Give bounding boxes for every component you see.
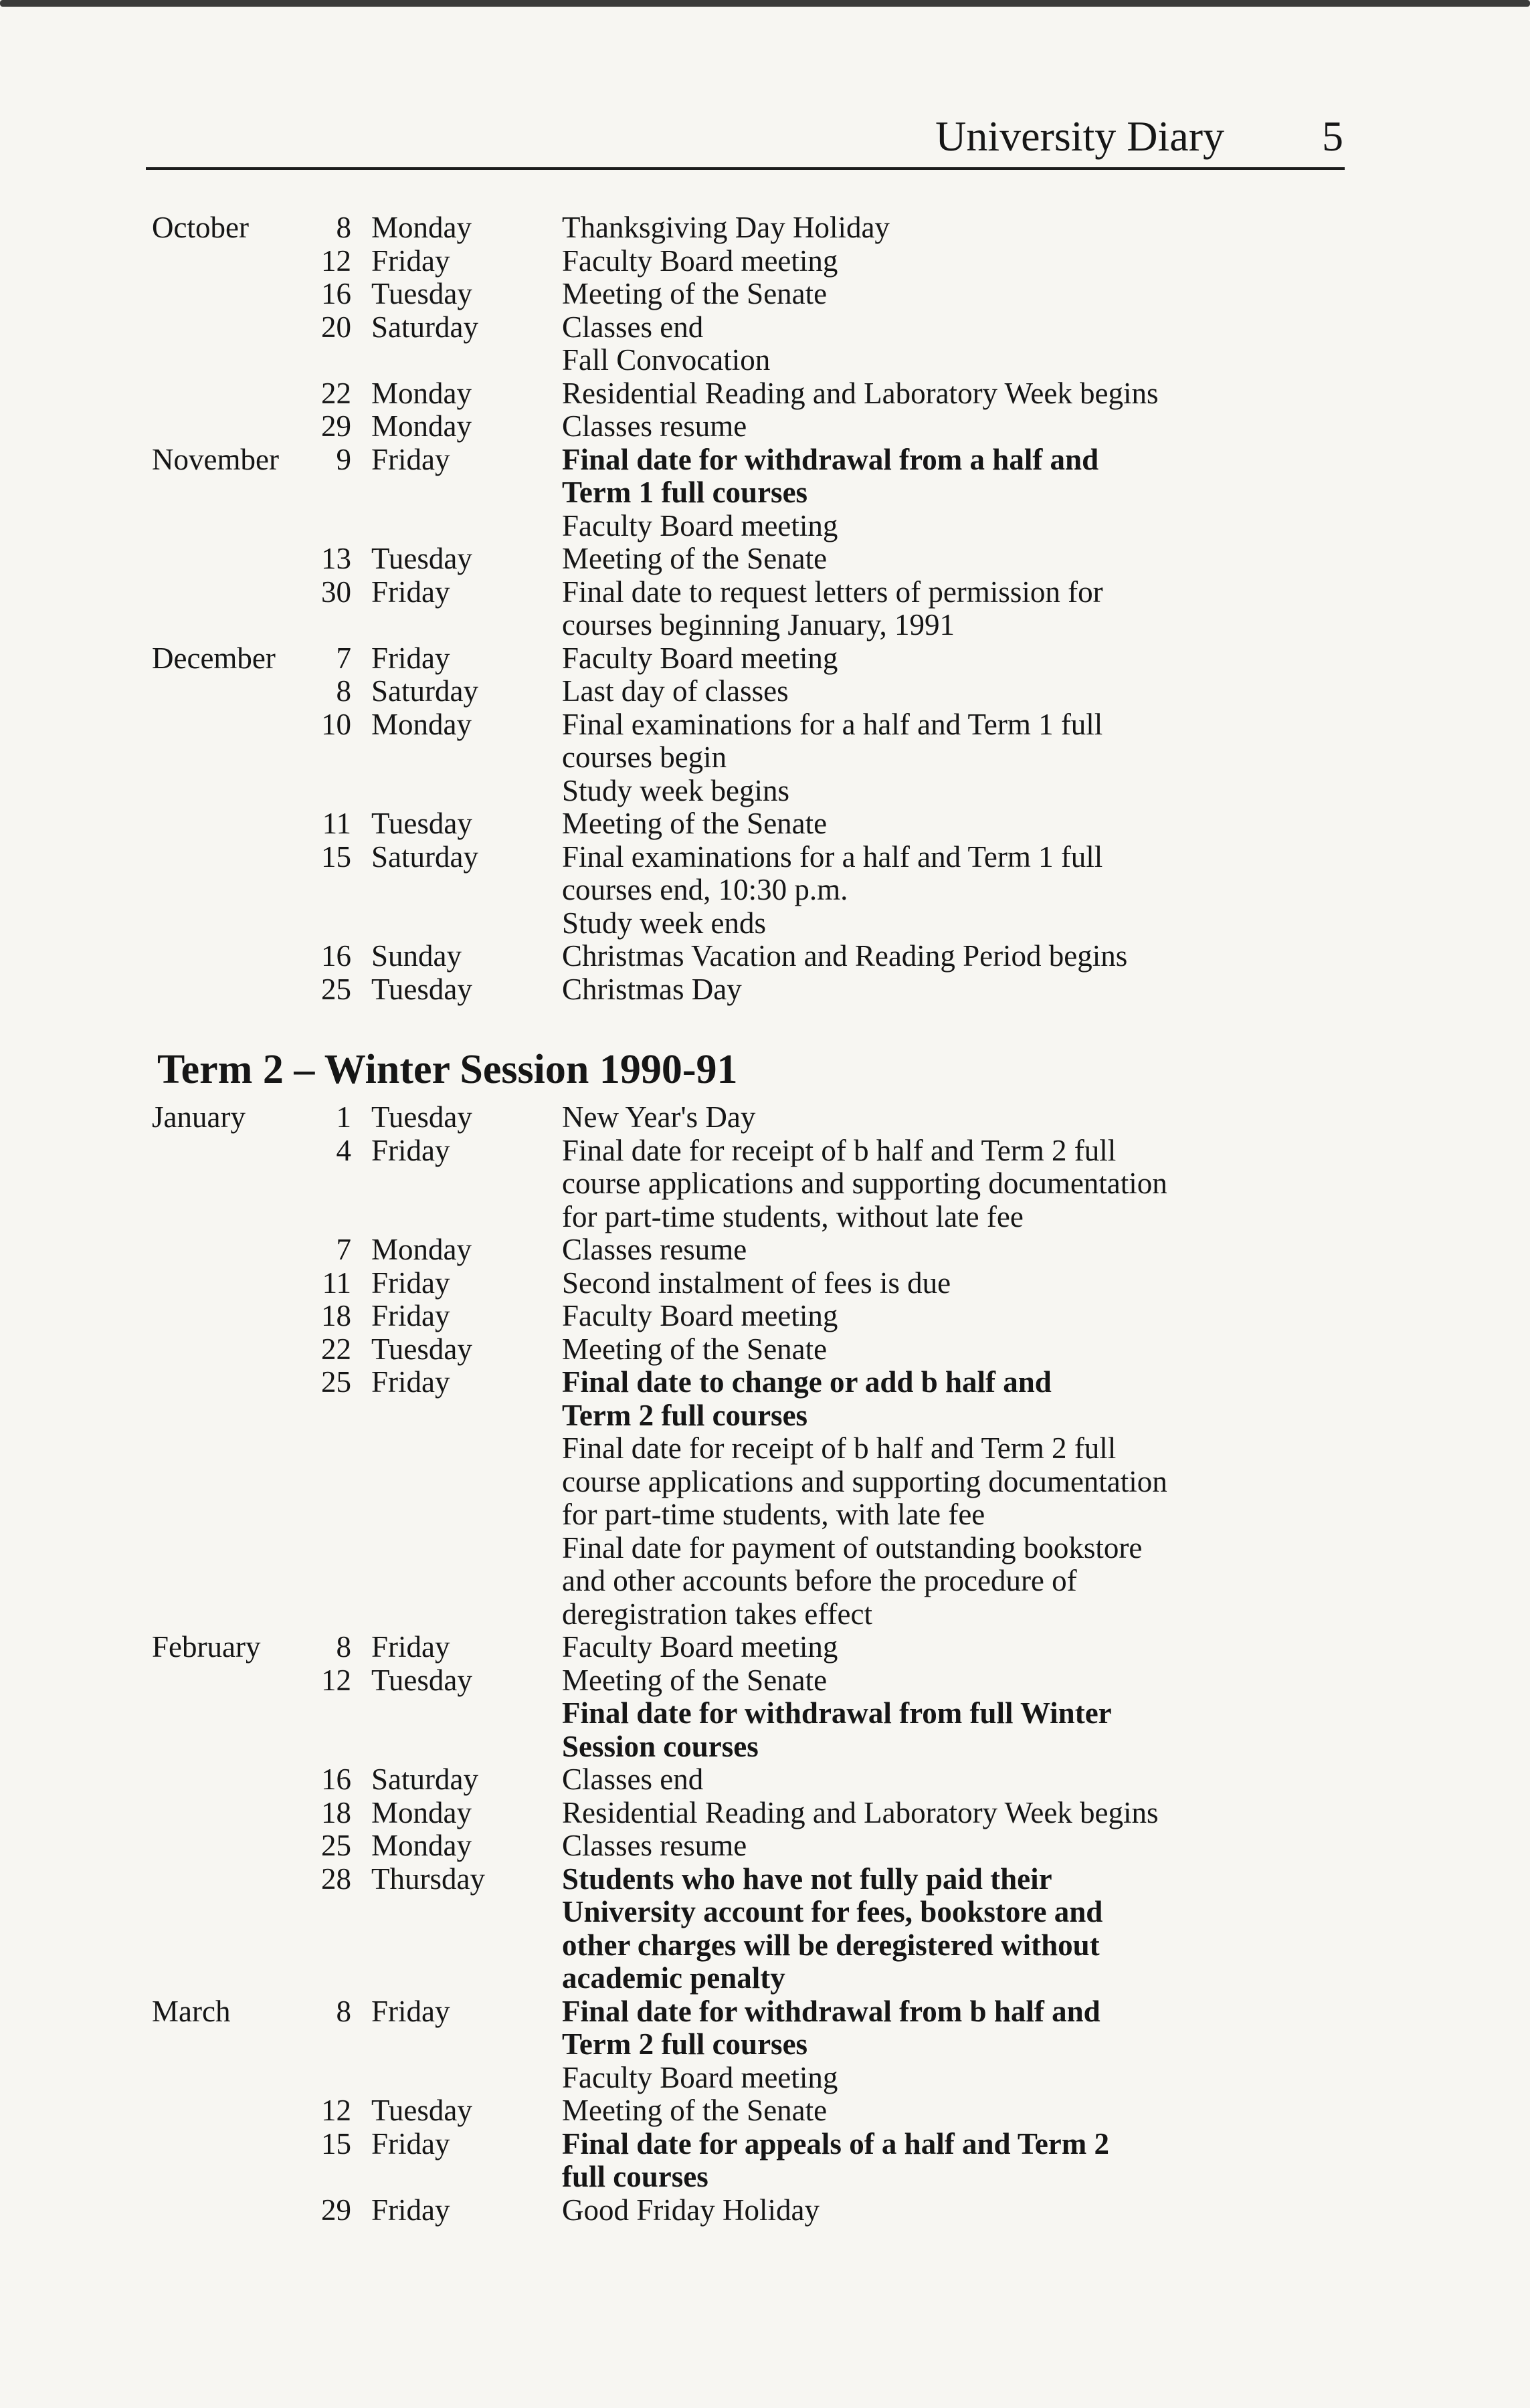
entry-weekday: Monday xyxy=(371,707,472,741)
diary-section xyxy=(151,211,1328,1006)
event-line: Session courses xyxy=(562,1729,759,1763)
entry-day: 18 xyxy=(321,1795,351,1829)
entry-day: 30 xyxy=(321,575,351,609)
entry-event xyxy=(562,1267,1325,1300)
entry-day: 28 xyxy=(321,1862,351,1896)
diary-entry xyxy=(151,675,1328,708)
event-line: Final date for receipt of b half and Term 2 full xyxy=(562,1431,1117,1465)
entry-weekday: Thursday xyxy=(371,1862,485,1896)
event-line: Term 2 full courses xyxy=(562,2027,808,2061)
event-line: Fall Convocation xyxy=(562,343,771,377)
entry-weekday: Friday xyxy=(371,1299,450,1332)
entry-event xyxy=(562,807,1325,841)
event-line: Final date to request letters of permission for xyxy=(562,575,1103,609)
entry-month xyxy=(151,1797,281,1830)
entry-event xyxy=(562,841,1325,940)
entry-weekday: Tuesday xyxy=(371,1100,472,1134)
event-line: course applications and supporting documentation xyxy=(562,1464,1167,1498)
event-line: Second instalment of fees is due xyxy=(562,1266,951,1300)
entry-month: October xyxy=(152,211,249,244)
event-line: Last day of classes xyxy=(562,674,789,708)
diary-entry xyxy=(151,443,1328,543)
event-line: Meeting of the Senate xyxy=(562,277,828,310)
event-line: Meeting of the Senate xyxy=(562,807,828,840)
event-line: courses end, 10:30 p.m. xyxy=(562,873,848,906)
diary-entry xyxy=(151,1101,1328,1134)
diary-entry xyxy=(151,542,1328,576)
event-line: Students who have not fully paid their xyxy=(562,1862,1052,1896)
entry-day: 11 xyxy=(322,1266,351,1300)
event-line: Classes resume xyxy=(562,409,747,443)
entry-weekday: Friday xyxy=(371,2126,450,2161)
entry-month xyxy=(151,2194,281,2227)
entry-day: 22 xyxy=(321,376,351,410)
event-line: Meeting of the Senate xyxy=(562,1332,828,1366)
entry-weekday: Friday xyxy=(371,1994,450,2028)
entry-day: 11 xyxy=(322,807,351,840)
entry-month xyxy=(151,1233,281,1267)
entry-event xyxy=(562,1101,1325,1134)
event-line: Faculty Board meeting xyxy=(562,243,838,278)
entry-event xyxy=(562,410,1325,443)
diary-entry xyxy=(151,642,1328,676)
entry-event xyxy=(562,576,1325,642)
event-line: Final date for withdrawal from full Winter xyxy=(562,1696,1112,1730)
event-line: course applications and supporting documentation xyxy=(562,1167,1167,1200)
entry-month xyxy=(151,377,281,411)
diary-entry xyxy=(151,1829,1328,1863)
entry-event xyxy=(562,278,1325,311)
event-line: Final date to change or add b half and xyxy=(562,1365,1052,1399)
entry-month xyxy=(151,1763,281,1797)
entry-event xyxy=(562,1829,1325,1863)
entry-month xyxy=(151,1333,281,1367)
entry-day: 15 xyxy=(321,2126,351,2161)
scan-smudge xyxy=(0,0,1530,7)
entry-day: 29 xyxy=(321,2193,351,2227)
entry-weekday: Friday xyxy=(371,575,450,609)
entry-event xyxy=(562,1300,1325,1333)
event-line: Thanksgiving Day Holiday xyxy=(562,211,890,244)
diary-entry xyxy=(151,1631,1328,1664)
diary-entry xyxy=(151,1863,1328,1995)
event-line: Meeting of the Senate xyxy=(562,542,828,575)
diary-entry xyxy=(151,973,1328,1007)
entry-day: 8 xyxy=(336,211,351,244)
entry-day: 7 xyxy=(336,1233,351,1266)
entry-month: March xyxy=(152,1994,231,2028)
entry-day: 1 xyxy=(336,1100,351,1134)
diary-entry xyxy=(151,1664,1328,1764)
entry-day: 4 xyxy=(336,1133,351,1167)
event-line: deregistration takes effect xyxy=(562,1597,872,1631)
entry-event xyxy=(562,1995,1325,2095)
entry-month xyxy=(151,841,281,940)
entry-day: 15 xyxy=(321,839,351,874)
entry-event xyxy=(562,675,1325,708)
event-line: Residential Reading and Laboratory Week begins xyxy=(562,1795,1159,1829)
entry-weekday: Saturday xyxy=(371,839,478,874)
entry-month xyxy=(151,245,281,278)
event-line: Meeting of the Senate xyxy=(562,2094,828,2127)
entry-event xyxy=(562,708,1325,808)
entry-weekday: Tuesday xyxy=(371,972,472,1006)
entry-day: 10 xyxy=(321,707,351,741)
entry-day: 9 xyxy=(336,442,351,476)
entry-weekday: Tuesday xyxy=(371,1663,472,1697)
entry-month xyxy=(151,807,281,841)
entry-weekday: Saturday xyxy=(371,1763,478,1796)
event-line: Meeting of the Senate xyxy=(562,1663,828,1697)
entry-event xyxy=(562,1797,1325,1830)
event-line: for part-time students, without late fee xyxy=(562,1199,1024,1233)
event-line: other charges will be deregistered without xyxy=(562,1928,1100,1962)
event-line: Final date for receipt of b half and Term 2 full xyxy=(562,1133,1117,1167)
diary-entry xyxy=(151,708,1328,808)
page-header xyxy=(146,100,1345,170)
event-line: Classes end xyxy=(562,310,704,344)
running-title: University Diary xyxy=(935,112,1224,160)
event-line: New Year's Day xyxy=(562,1100,756,1134)
entry-event xyxy=(562,443,1325,543)
entry-month xyxy=(151,311,281,377)
entry-day: 18 xyxy=(321,1299,351,1332)
diary-entry xyxy=(151,410,1328,443)
entry-weekday: Friday xyxy=(371,1133,450,1167)
entry-weekday: Friday xyxy=(371,641,450,675)
entry-weekday: Monday xyxy=(371,1233,472,1266)
entry-event xyxy=(562,245,1325,278)
event-line: Christmas Day xyxy=(562,972,742,1006)
entry-day: 8 xyxy=(336,1994,351,2028)
diary-entry xyxy=(151,2128,1328,2194)
entry-event xyxy=(562,973,1325,1007)
entry-weekday: Monday xyxy=(371,376,472,410)
entry-event xyxy=(562,1366,1325,1631)
diary-entry xyxy=(151,1134,1328,1234)
entry-day: 12 xyxy=(321,2094,351,2127)
event-line: Classes resume xyxy=(562,1829,747,1862)
entry-weekday: Saturday xyxy=(371,674,478,708)
entry-day: 25 xyxy=(321,972,351,1006)
entry-event xyxy=(562,1763,1325,1797)
entry-day: 13 xyxy=(321,542,351,575)
diary-entry xyxy=(151,377,1328,411)
diary-entry xyxy=(151,576,1328,642)
entry-weekday: Friday xyxy=(371,1266,450,1300)
entry-month xyxy=(151,410,281,443)
entry-day: 16 xyxy=(321,277,351,310)
entry-event xyxy=(562,642,1325,676)
entry-event xyxy=(562,211,1325,245)
entry-event xyxy=(562,940,1325,973)
event-line: full courses xyxy=(562,2160,708,2193)
entry-weekday: Friday xyxy=(371,243,450,278)
entry-day: 8 xyxy=(336,1630,351,1664)
entry-event xyxy=(562,377,1325,411)
entry-day: 22 xyxy=(321,1332,351,1366)
event-line: Final date for payment of outstanding bookstore xyxy=(562,1530,1143,1565)
diary-entry xyxy=(151,2094,1328,2128)
entry-month xyxy=(151,708,281,808)
event-line: Good Friday Holiday xyxy=(562,2193,820,2227)
entry-day: 7 xyxy=(336,641,351,675)
event-line: Faculty Board meeting xyxy=(562,2060,838,2094)
entry-event xyxy=(562,1664,1325,1764)
diary-entry xyxy=(151,2194,1328,2227)
entry-month xyxy=(151,973,281,1007)
entry-month xyxy=(151,1664,281,1764)
entry-month: February xyxy=(152,1630,261,1664)
entry-month xyxy=(151,576,281,642)
event-line: courses beginning January, 1991 xyxy=(562,608,955,641)
entry-month: December xyxy=(152,641,276,675)
event-line: Final date for withdrawal from b half and xyxy=(562,1994,1101,2028)
entry-weekday: Tuesday xyxy=(371,277,472,310)
entry-weekday: Sunday xyxy=(371,939,462,973)
entry-weekday: Tuesday xyxy=(371,807,472,840)
term-heading: Term 2 – Winter Session 1990-91 xyxy=(157,1047,738,1092)
entry-weekday: Friday xyxy=(371,1630,450,1664)
event-line: Term 1 full courses xyxy=(562,476,808,509)
diary-entry xyxy=(151,1300,1328,1333)
event-line: Final date for withdrawal from a half and xyxy=(562,442,1099,476)
entry-event xyxy=(562,1863,1325,1995)
entry-day: 12 xyxy=(321,1663,351,1697)
entry-weekday: Friday xyxy=(371,1365,450,1399)
diary-entry xyxy=(151,1233,1328,1267)
entry-weekday: Tuesday xyxy=(371,2094,472,2127)
event-line: Study week begins xyxy=(562,773,789,807)
diary-entry xyxy=(151,311,1328,377)
diary-entry xyxy=(151,245,1328,278)
entry-month xyxy=(151,1267,281,1300)
event-line: Christmas Vacation and Reading Period begins xyxy=(562,939,1128,973)
diary-section xyxy=(151,1046,1328,2227)
entry-day: 16 xyxy=(321,939,351,973)
entry-event xyxy=(562,1333,1325,1367)
event-line: Classes end xyxy=(562,1763,704,1796)
entry-month xyxy=(151,2094,281,2128)
entry-weekday: Monday xyxy=(371,211,472,244)
event-line: Study week ends xyxy=(562,906,766,940)
event-line: Faculty Board meeting xyxy=(562,641,838,675)
entry-month xyxy=(151,1300,281,1333)
entry-event xyxy=(562,2094,1325,2128)
event-line: Final date for appeals of a half and Term 2 xyxy=(562,2126,1109,2161)
entry-day: 12 xyxy=(321,243,351,278)
entry-month: November xyxy=(152,442,279,476)
entry-weekday: Monday xyxy=(371,1795,472,1829)
diary-entry xyxy=(151,1267,1328,1300)
entry-weekday: Friday xyxy=(371,2193,450,2227)
diary-entry xyxy=(151,1333,1328,1367)
event-line: Classes resume xyxy=(562,1233,747,1266)
entry-event xyxy=(562,311,1325,377)
event-line: for part-time students, with late fee xyxy=(562,1498,985,1531)
entry-weekday: Monday xyxy=(371,409,472,443)
diary-entry xyxy=(151,1366,1328,1631)
entry-event xyxy=(562,2194,1325,2227)
entry-day: 16 xyxy=(321,1763,351,1796)
entry-day: 29 xyxy=(321,409,351,443)
diary-entry xyxy=(151,841,1328,940)
event-line: Term 2 full courses xyxy=(562,1398,808,1432)
entry-day: 8 xyxy=(336,674,351,708)
entry-event xyxy=(562,1134,1325,1234)
entry-month xyxy=(151,2128,281,2194)
diary-content xyxy=(151,211,1328,2227)
diary-entry xyxy=(151,1797,1328,1830)
event-line: University account for fees, bookstore and xyxy=(562,1895,1103,1928)
entry-event xyxy=(562,1233,1325,1267)
entry-event xyxy=(562,542,1325,576)
entry-month xyxy=(151,1366,281,1631)
diary-entry xyxy=(151,211,1328,245)
diary-entry xyxy=(151,940,1328,973)
entry-weekday: Tuesday xyxy=(371,542,472,575)
diary-entry xyxy=(151,278,1328,311)
entry-weekday: Friday xyxy=(371,442,450,476)
event-line: Faculty Board meeting xyxy=(562,1299,838,1332)
entry-month xyxy=(151,940,281,973)
diary-entry xyxy=(151,807,1328,841)
diary-entry xyxy=(151,1995,1328,2095)
event-line: courses begin xyxy=(562,740,727,774)
entry-day: 25 xyxy=(321,1829,351,1862)
entry-weekday: Saturday xyxy=(371,310,478,344)
entry-month xyxy=(151,542,281,576)
entry-month xyxy=(151,675,281,708)
entry-event xyxy=(562,2128,1325,2194)
entry-month xyxy=(151,1134,281,1234)
diary-entry xyxy=(151,1763,1328,1797)
entry-weekday: Monday xyxy=(371,1829,472,1862)
entry-weekday: Tuesday xyxy=(371,1332,472,1366)
entry-month xyxy=(151,1863,281,1995)
page-number: 5 xyxy=(1322,112,1343,160)
event-line: and other accounts before the procedure of xyxy=(562,1564,1077,1597)
entry-month: January xyxy=(152,1100,246,1134)
entry-day: 20 xyxy=(321,310,351,344)
entry-day: 25 xyxy=(321,1365,351,1399)
entry-month xyxy=(151,278,281,311)
event-line: Final examinations for a half and Term 1 full xyxy=(562,839,1103,874)
event-line: academic penalty xyxy=(562,1961,785,1995)
event-line: Final examinations for a half and Term 1 full xyxy=(562,707,1103,741)
event-line: Faculty Board meeting xyxy=(562,508,838,542)
entry-event xyxy=(562,1631,1325,1664)
event-line: Residential Reading and Laboratory Week begins xyxy=(562,376,1159,410)
entry-month xyxy=(151,1829,281,1863)
event-line: Faculty Board meeting xyxy=(562,1630,838,1664)
